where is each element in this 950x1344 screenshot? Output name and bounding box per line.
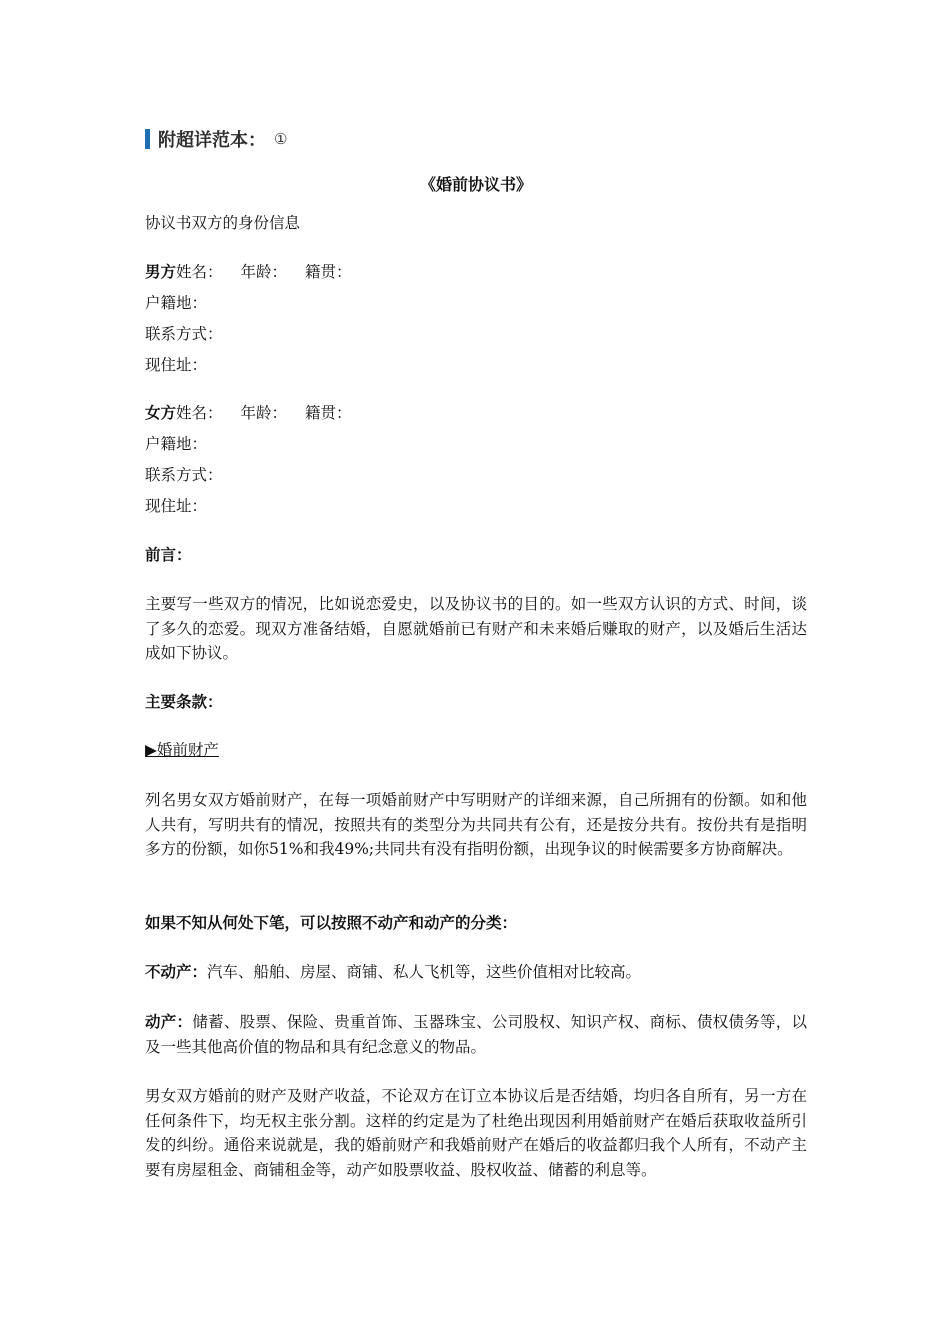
female-name-label: 姓名： [176, 404, 223, 422]
classification-hint: 如果不知从何处下笔，可以按照不动产和动产的分类： [145, 913, 518, 932]
female-hukou-label: 户籍地： [145, 435, 208, 453]
main-terms-heading: 主要条款： [145, 692, 223, 711]
document-title: 《婚前协议书》 [419, 175, 532, 194]
male-age-label: 年龄： [240, 263, 288, 281]
movables-paragraph: 动产：储蓄、股票、保险、贵重首饰、玉器珠宝、公司股权、知识产权、商标、债权债务等，以及一些其他高价值的物品和具有纪念意义的物品。 [145, 1012, 807, 1056]
section-heading [145, 126, 807, 152]
income-clause-paragraph: 男女双方婚前的财产及财产收益，不论双方在订立本协议后是否结婚，均归各自所有，另一方在任何条件下，均无权主张分割。这样的约定是为了杜绝出现因利用婚前财产在婚后获取收益所引发的纠纷。通俗来说就是，我的婚前财产和我婚前财产在婚后的收益都归我个人所有，不动产主要有房屋租金、商铺租金等，动产如股票收益、股权收益、储蓄的利息等。 [145, 1087, 807, 1179]
male-name-label: 姓名： [176, 263, 223, 281]
female-label: 女方 [145, 403, 177, 422]
preface-paragraph: 主要写一些双方的情况，比如说恋爱史，以及协议书的目的。如一些双方认识的方式、时间，谈了多久的恋爱。现双方准备结婚，自愿就婚前已有财产和未来婚后赚取的财产，以及婚后生活达成如下协议。 [145, 595, 807, 662]
identity-intro: 协议书双方的身份信息 [145, 214, 301, 232]
female-info-line [145, 401, 807, 425]
real-estate-label: 不动产： [145, 962, 208, 981]
heading-marker: ① [274, 130, 288, 148]
movables-label: 动产： [145, 1012, 193, 1031]
premarital-property-link[interactable]: ▶婚前财产 [145, 741, 219, 759]
female-contact-label: 联系方式： [145, 466, 223, 484]
male-info-line [145, 260, 807, 284]
female-origin-label: 籍贯： [305, 404, 352, 422]
heading-accent-bar [145, 129, 150, 149]
female-address-label: 现住址： [145, 497, 208, 515]
male-address-label: 现住址： [145, 356, 208, 374]
male-hukou-label: 户籍地： [145, 294, 208, 312]
male-label: 男方 [145, 262, 177, 281]
male-origin-label: 籍贯： [305, 263, 352, 281]
heading-text: 附超详范本： [158, 130, 266, 151]
real-estate-paragraph: 不动产：汽车、船舶、房屋、商铺、私人飞机等，这些价值相对比较高。 [145, 962, 642, 981]
premarital-property-paragraph: 列名男女双方婚前财产，在每一项婚前财产中写明财产的详细来源，自己所拥有的份额。如和他人共有，写明共有的情况，按照共有的类型分为共同共有公有，还是按分共有。按份共有是指明多方的份额，如你51%和我49%;共同共有没有指明份额，出现争议的时候需要多方协商解决。 [145, 791, 807, 858]
preface-heading: 前言： [145, 545, 192, 564]
male-contact-label: 联系方式： [145, 325, 223, 343]
female-age-label: 年龄： [240, 404, 288, 422]
